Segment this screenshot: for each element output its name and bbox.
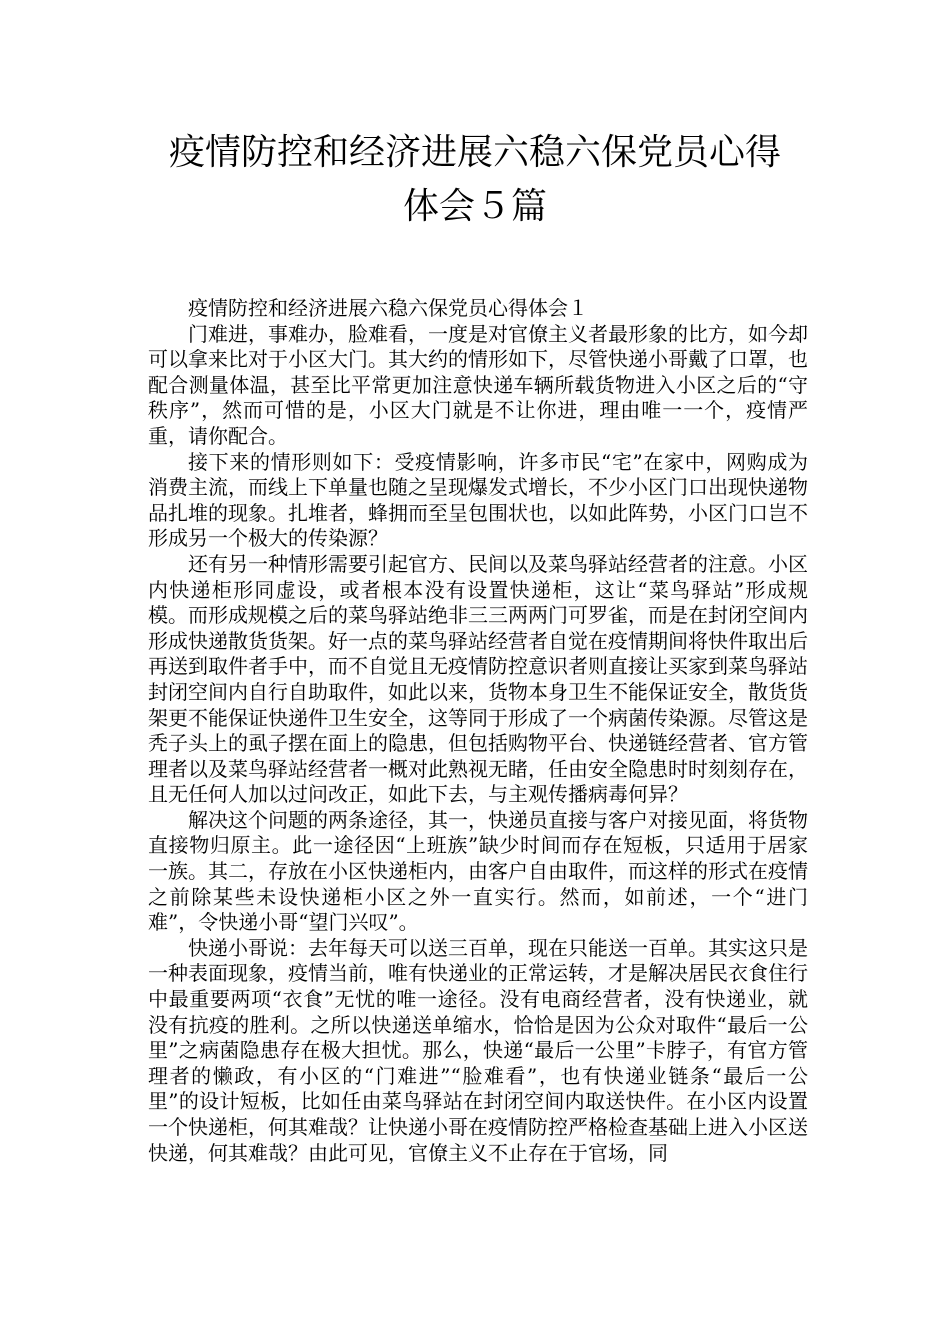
paragraph: 解决这个问题的两条途径，其一，快递员直接与客户对接见面，将货物直接物归原主。此一途径因“上班族”缺少时间而存在短板，只适用于居家一族。其二，存放在小区快递柜内，由客户自由取件，而这样的形式在疫情之前除某些未设快递柜小区之外一直实行。然而，如前述，一个“进门难”，令快递小哥“望门兴叹”。 [148,807,808,935]
paragraph: 还有另一种情形需要引起官方、民间以及菜鸟驿站经营者的注意。小区内快递柜形同虚设，或者根本没有设置快递柜，这让“菜鸟驿站”形成规模。而形成规模之后的菜鸟驿站绝非三三两两门可罗雀，而是在封闭空间内形成快递散货货架。好一点的菜鸟驿站经营者自觉在疫情期间将快件取出后再送到取件者手中，而不自觉且无疫情防控意识者则直接让买家到菜鸟驿站封闭空间内自行自助取件，如此以来，货物本身卫生不能保证安全，散货货架更不能保证快递件卫生安全，这等同于形成了一个病菌传染源。尽管这是秃子头上的虱子摆在面上的隐患，但包括购物平台、快递链经营者、官方管理者以及菜鸟驿站经营者一概对此熟视无睹，任由安全隐患时时刻刻存在，且无任何人加以过问改正，如此下去，与主观传播病毒何异？ [148,551,808,807]
paragraph: 快递小哥说：去年每天可以送三百单，现在只能送一百单。其实这只是一种表面现象，疫情当前，唯有快递业的正常运转，才是解决居民衣食住行中最重要两项“衣食”无忧的唯一途径。没有电商经营者，没有快递业，就没有抗疫的胜利。之所以快递送单缩水，恰恰是因为公众对取件“最后一公里”之病菌隐患存在极大担忧。那么，快递“最后一公里”卡脖子，有官方管理者的懒政，有小区的“门难进”“脸难看”，也有快递业链条“最后一公里”的设计短板，比如任由菜鸟驿站在封闭空间内取送快件。在小区内设置一个快递柜，何其难哉？让快递小哥在疫情防控严格检查基础上进入小区送快递，何其难哉？由此可见，官僚主义不止存在于官场，同 [148,935,808,1165]
paragraph: 门难进，事难办，脸难看，一度是对官僚主义者最形象的比方，如今却可以拿来比对于小区大门。其大约的情形如下，尽管快递小哥戴了口罩，也配合测量体温，甚至比平常更加注意快递车辆所载货物进入小区之后的“守秩序”，然而可惜的是，小区大门就是不让你进，理由唯一一个，疫情严重，请你配合。 [148,321,808,448]
document-title [100,126,850,234]
paragraph: 接下来的情形则如下：受疫情影响，许多市民“宅”在家中，网购成为消费主流，而线上下单量也随之呈现爆发式增长，不少小区门口出现快递物品扎堆的现象。扎堆者，蜂拥而至呈包围状也，以如此阵势，小区门口岂不形成另一个极大的传染源？ [148,449,808,551]
title-line-2: 体会５篇 [402,186,547,227]
section-heading: 疫情防控和经济进展六稳六保党员心得体会１ [188,296,588,320]
title-line-1: 疫情防控和经济进展六稳六保党员心得 [168,132,781,173]
document-body [148,296,808,1166]
